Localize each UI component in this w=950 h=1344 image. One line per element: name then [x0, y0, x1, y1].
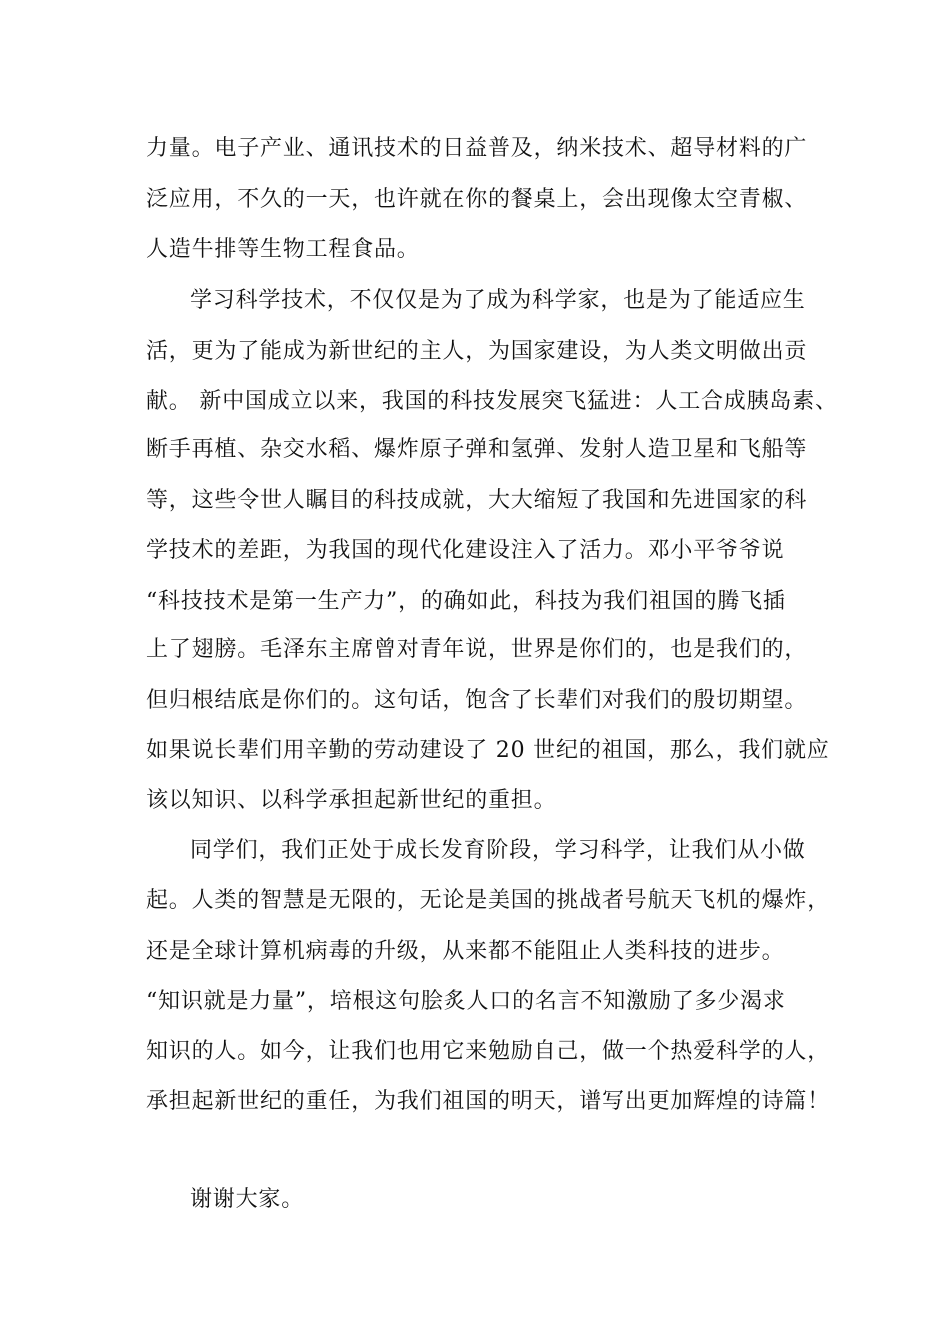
text-line: 泛应用，不久的一天，也许就在你的餐桌上，会出现像太空青椒、	[146, 187, 808, 212]
text-line: 上了翅膀。毛泽东主席曾对青年说，世界是你们的，也是我们的，	[146, 637, 808, 662]
text-line: “知识就是力量”，培根这句脍炙人口的名言不知激励了多少渴求	[146, 989, 786, 1014]
text-line: 学技术的差距，为我国的现代化建设注入了活力。邓小平爷爷说	[146, 538, 785, 563]
text-line: 起。人类的智慧是无限的，无论是美国的挑战者号航天飞机的爆炸，	[146, 888, 831, 913]
paragraph-first-line: 同学们，我们正处于成长发育阶段，学习科学，让我们从小做	[190, 838, 806, 863]
text-line: 承担起新世纪的重任，为我们祖国的明天，谱写出更加辉煌的诗篇！	[146, 1089, 831, 1114]
closing-line: 谢谢大家。	[190, 1187, 305, 1212]
text-line: 该以知识、以科学承担起新世纪的重担。	[146, 788, 557, 813]
text-line: 但归根结底是你们的。这句话，饱含了长辈们对我们的殷切期望。	[146, 688, 808, 713]
text-line: 等，这些令世人瞩目的科技成就，大大缩短了我国和先进国家的科	[146, 488, 808, 513]
text-line: 活，更为了能成为新世纪的主人，为国家建设，为人类文明做出贡	[146, 339, 808, 364]
paragraph-first-line: 学习科学技术，不仅仅是为了成为科学家，也是为了能适应生	[190, 288, 806, 313]
text-line: 断手再植、杂交水稻、爆炸原子弹和氢弹、发射人造卫星和飞船等	[146, 437, 808, 462]
text-line: 力量。电子产业、通讯技术的日益普及，纳米技术、超导材料的广	[146, 136, 808, 161]
text-line: “科技技术是第一生产力”，的确如此，科技为我们祖国的腾飞插	[146, 589, 786, 614]
text-line: 人造牛排等生物工程食品。	[146, 237, 420, 262]
text-line: 如果说长辈们用辛勤的劳动建设了 20 世纪的祖国，那么，我们就应	[146, 738, 830, 763]
text-line: 献。 新中国成立以来，我国的科技发展突飞猛进：人工合成胰岛素、	[146, 389, 838, 414]
text-line: 还是全球计算机病毒的升级，从来都不能阻止人类科技的进步。	[146, 939, 785, 964]
text-line: 知识的人。如今，让我们也用它来勉励自己，做一个热爱科学的人，	[146, 1039, 831, 1064]
